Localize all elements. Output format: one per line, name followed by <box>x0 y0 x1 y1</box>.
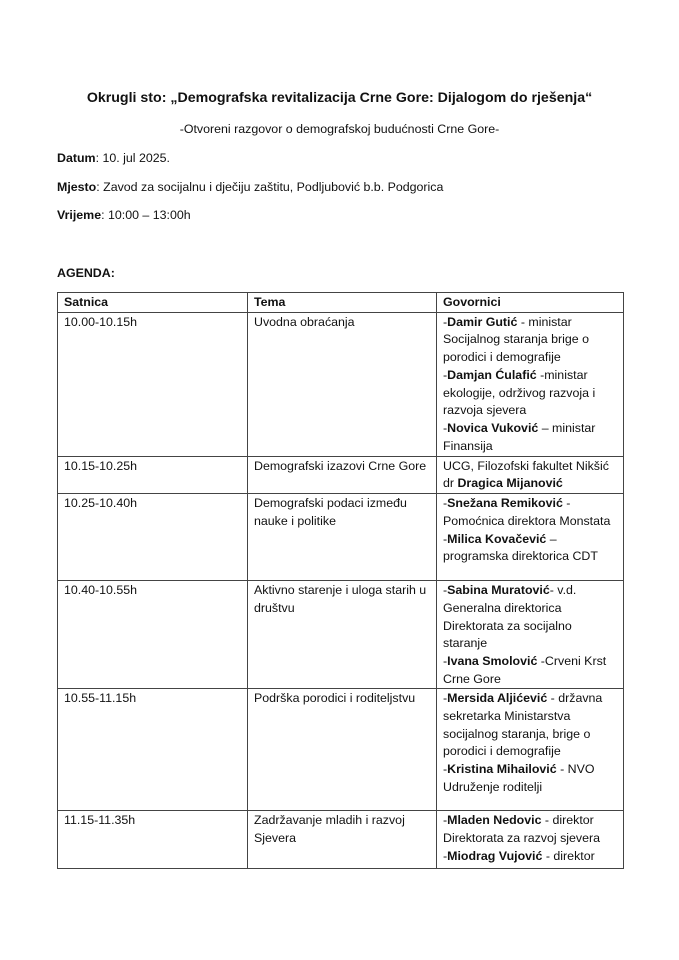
meta-value: : Zavod za socijalnu i dječiju zaštitu, Podljubović b.b. Podgorica <box>96 180 444 194</box>
cell-topic: Uvodna obraćanja <box>248 312 437 456</box>
speaker-role: - državna sekretarka Ministarstva socijalnog staranja, brige o porodici i demografije <box>443 691 603 759</box>
speaker-name: Snežana Remiković <box>447 496 563 511</box>
document-title: Okrugli sto: „Demografska revitalizacija Crne Gore: Dijalogom do rješenja“ <box>86 90 593 106</box>
cell-time: 10.55-11.15h <box>58 689 248 811</box>
speaker-entry <box>443 367 617 420</box>
speaker-prefix: - <box>443 496 448 511</box>
cell-time: 10.15-10.25h <box>58 456 248 493</box>
speaker-name: Novica Vuković <box>447 420 539 435</box>
speaker-name: Kristina Mihailović <box>447 762 557 777</box>
speaker-entry <box>443 653 617 688</box>
cell-topic: Aktivno starenje i uloga starih u društvu <box>248 581 437 689</box>
cell-time: 11.15-11.35h <box>58 811 248 869</box>
cell-speakers <box>437 581 624 689</box>
speaker-name: Milica Kovačević <box>447 531 547 546</box>
speaker-entry <box>443 531 617 566</box>
speaker-prefix: - <box>443 314 448 329</box>
cell-topic: Demografski podaci između nauke i politike <box>248 494 437 581</box>
cell-time: 10.25-10.40h <box>58 494 248 581</box>
meta-date <box>57 151 170 165</box>
meta-label: Datum <box>57 151 96 165</box>
table-row <box>58 689 624 811</box>
meta-label: Mjesto <box>57 180 97 194</box>
meta-label: Vrijeme <box>57 208 102 222</box>
speaker-entry <box>443 420 617 455</box>
cell-speakers <box>437 689 624 811</box>
speaker-prefix: - <box>443 420 448 435</box>
speaker-prefix: - <box>443 367 448 382</box>
speaker-prefix: - <box>443 653 448 668</box>
speaker-role: -ministar ekologije, održivog razvoja i razvoja sjevera <box>443 367 596 418</box>
speaker-entry <box>443 582 617 653</box>
speaker-entry <box>443 495 617 530</box>
cell-speakers <box>437 312 624 456</box>
speaker-prefix: - <box>443 531 448 546</box>
speaker-role: -Crveni Krst Crne Gore <box>443 653 607 686</box>
speaker-name: Mersida Aljićević <box>447 691 548 706</box>
speaker-prefix: - <box>443 691 448 706</box>
speaker-entry <box>443 314 617 367</box>
speaker-role: – ministar Finansija <box>443 420 596 453</box>
cell-topic: Podrška porodici i roditeljstvu <box>248 689 437 811</box>
speaker-prefix: - <box>443 583 448 598</box>
speaker-prefix: - <box>443 848 448 863</box>
cell-time: 10.40-10.55h <box>58 581 248 689</box>
speaker-prefix: - <box>443 762 448 777</box>
cell-speakers <box>437 811 624 869</box>
meta-value: : 10:00 – 13:00h <box>101 208 191 222</box>
speaker-entry <box>443 812 617 847</box>
table-header-row <box>58 293 624 313</box>
meta-place <box>57 180 443 194</box>
speaker-name: Damjan Ćulafić <box>447 367 537 382</box>
agenda-table <box>57 292 624 869</box>
speaker-entry <box>443 458 617 493</box>
header-topic: Tema <box>248 293 437 313</box>
table-row <box>58 312 624 456</box>
speaker-prefix: UCG, Filozofski fakultet Nikšić dr <box>443 458 609 491</box>
table-row <box>58 811 624 869</box>
speaker-role: - ministar Socijalnog staranja brige o porodici i demografije <box>443 314 590 365</box>
speaker-role: - NVO Udruženje roditelji <box>443 762 595 794</box>
speaker-role: - direktor Direktorata za razvoj sjevera <box>443 813 601 846</box>
speaker-entry <box>443 848 617 866</box>
agenda-heading: AGENDA: <box>57 266 115 280</box>
table-row <box>58 581 624 689</box>
cell-speakers <box>437 456 624 493</box>
speaker-name: Sabina Muratović <box>447 583 550 598</box>
speaker-name: Mladen Nedovic <box>447 813 542 828</box>
speaker-name: Dragica Mijanović <box>457 476 563 491</box>
speaker-name: Ivana Smolović <box>447 653 538 668</box>
speaker-role: - v.d. Generalna direktorica Direktorata za socijalno staranje <box>443 583 577 651</box>
cell-topic: Zadržavanje mladih i razvoj Sjevera <box>248 811 437 869</box>
speaker-role: - direktor <box>542 848 595 863</box>
speaker-prefix: - <box>443 813 448 828</box>
speaker-role: - Pomoćnica direktora Monstata <box>443 496 611 528</box>
speaker-name: Damir Gutić <box>447 314 518 329</box>
meta-time <box>57 208 191 222</box>
header-time: Satnica <box>58 293 248 313</box>
table-row <box>58 456 624 493</box>
cell-speakers <box>437 494 624 581</box>
speaker-name: Miodrag Vujović <box>447 848 543 863</box>
speaker-entry <box>443 761 617 796</box>
cell-time: 10.00-10.15h <box>58 312 248 456</box>
cell-topic: Demografski izazovi Crne Gore <box>248 456 437 493</box>
speaker-role: – programska direktorica CDT <box>443 531 598 564</box>
speaker-entry <box>443 690 617 761</box>
document-subtitle: -Otvoreni razgovor o demografskoj budućnosti Crne Gore- <box>179 122 500 136</box>
table-row <box>58 494 624 581</box>
header-speakers: Govornici <box>437 293 624 313</box>
meta-value: : 10. jul 2025. <box>95 151 170 165</box>
